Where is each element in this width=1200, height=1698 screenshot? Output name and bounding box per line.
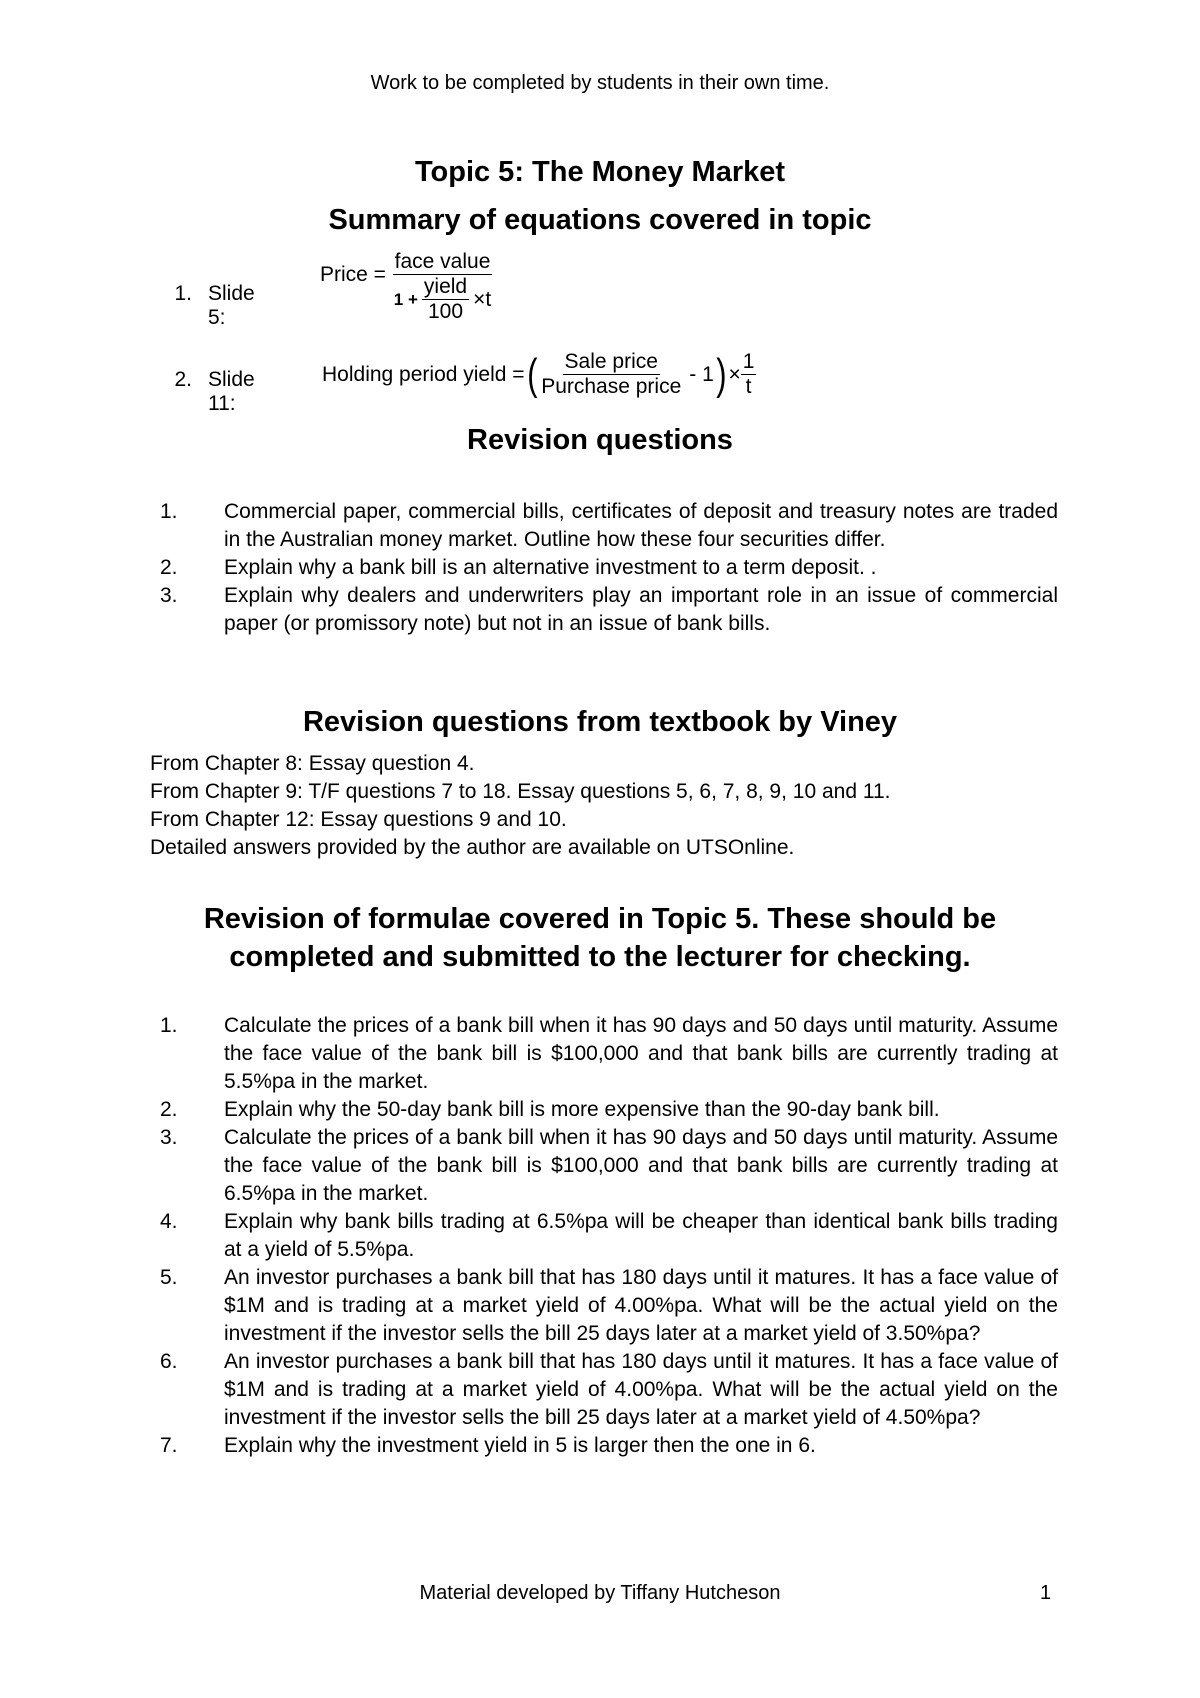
textbook-line: From Chapter 8: Essay question 4. bbox=[150, 752, 475, 775]
list-item bbox=[160, 1264, 1058, 1348]
item-number: 5. bbox=[160, 1266, 178, 1289]
equation-number: 2. bbox=[174, 368, 192, 391]
item-number: 3. bbox=[160, 1126, 178, 1149]
textbook-questions-title: Revision questions from textbook by Viney bbox=[302, 706, 898, 738]
list-item bbox=[160, 1348, 1058, 1432]
textbook-references bbox=[150, 750, 890, 862]
item-number: 6. bbox=[160, 1350, 178, 1373]
fraction-denominator bbox=[392, 275, 493, 324]
right-paren: ) bbox=[715, 349, 727, 399]
textbook-line: Detailed answers provided by the author are available on UTSOnline. bbox=[150, 836, 795, 859]
item-text: An investor purchases a bank bill that has 180 days until it matures. It has a face value of $1M and is trading at a market yield of 4.00%pa. What will be the actual yield on the investment if the investor sells the bill 25 days later at a market yield of 3.50%pa? bbox=[224, 1266, 1058, 1345]
list-item bbox=[160, 554, 1058, 582]
list-item bbox=[160, 1012, 1058, 1096]
item-number: 4. bbox=[160, 1210, 178, 1233]
item-number: 1. bbox=[160, 1014, 178, 1037]
list-item bbox=[160, 1432, 1058, 1460]
footer-credit: Material developed by Tiffany Hutcheson bbox=[419, 1582, 781, 1604]
item-number: 7. bbox=[160, 1434, 178, 1457]
item-text: Commercial paper, commercial bills, certificates of deposit and treasury notes are traded in the Australian money market. Outline how these four securities differ. bbox=[224, 500, 1058, 551]
fraction-numerator: Sale price bbox=[563, 350, 660, 375]
price-fraction bbox=[392, 250, 493, 324]
list-item bbox=[160, 1124, 1058, 1208]
yield-fraction bbox=[422, 275, 469, 324]
denominator-prefix: 1 + bbox=[393, 290, 418, 309]
textbook-line: From Chapter 12: Essay questions 9 and 10. bbox=[150, 808, 567, 831]
item-text: Calculate the prices of a bank bill when it has 90 days and 50 days until maturity. Assume the face value of the bank bill is $100,000 and that bank bills are currently trading at 6.5%pa in the market. bbox=[224, 1126, 1058, 1205]
formulae-revision-title: Revision of formulae covered in Topic 5. These should be completed and submitted to the lecturer for checking. bbox=[203, 903, 997, 973]
textbook-line: From Chapter 9: T/F questions 7 to 18. Essay questions 5, 6, 7, 8, 9, 10 and 11. bbox=[150, 780, 891, 803]
formulae-questions-list bbox=[160, 1012, 1058, 1460]
revision-questions-list bbox=[160, 498, 1058, 638]
list-item bbox=[160, 1096, 1058, 1124]
yield-numerator: yield bbox=[422, 275, 469, 300]
header-note: Work to be completed by students in their own time. bbox=[370, 72, 830, 94]
item-text: Calculate the prices of a bank bill when it has 90 days and 50 days until maturity. Assume the face value of the bank bill is $100,000 and that bank bills are currently trading at 5.5%pa in the market. bbox=[224, 1014, 1058, 1093]
yield-denominator: 100 bbox=[427, 300, 464, 324]
equation-number: 1. bbox=[174, 282, 192, 305]
revision-questions-title: Revision questions bbox=[467, 424, 733, 456]
item-text: Explain why the 50-day bank bill is more expensive than the 90-day bank bill. bbox=[224, 1098, 940, 1121]
fraction-numerator: 1 bbox=[741, 350, 757, 375]
denominator-suffix: ×t bbox=[473, 287, 492, 311]
price-formula bbox=[320, 250, 493, 324]
equation-label: Slide 11: bbox=[208, 368, 255, 415]
fraction-denominator: Purchase price bbox=[541, 375, 682, 399]
times-sign: × bbox=[728, 362, 741, 386]
left-paren: ( bbox=[526, 349, 538, 399]
page-subtitle: Summary of equations covered in topic bbox=[328, 204, 872, 236]
list-item bbox=[160, 582, 1058, 638]
one-over-t-fraction bbox=[741, 350, 757, 399]
holding-period-formula bbox=[322, 350, 756, 399]
formula-lhs: Holding period yield = bbox=[322, 362, 525, 386]
item-text: Explain why the investment yield in 5 is larger then the one in 6. bbox=[224, 1434, 816, 1457]
fraction-denominator: t bbox=[745, 375, 752, 399]
list-item bbox=[160, 498, 1058, 554]
list-item bbox=[160, 1208, 1058, 1264]
item-text: An investor purchases a bank bill that has 180 days until it matures. It has a face value of $1M and is trading at a market yield of 4.00%pa. What will be the actual yield on the investment if the investor sells the bill 25 days later at a market yield of 4.50%pa? bbox=[224, 1350, 1058, 1429]
equation-label: Slide 5: bbox=[208, 282, 255, 329]
item-number: 2. bbox=[160, 556, 178, 579]
item-number: 2. bbox=[160, 1098, 178, 1121]
page-number: 1 bbox=[1040, 1582, 1052, 1604]
item-text: Explain why a bank bill is an alternative investment to a term deposit. . bbox=[224, 556, 877, 579]
fraction-numerator: face value bbox=[393, 250, 493, 275]
minus-one: - 1 bbox=[689, 362, 714, 386]
item-text: Explain why dealers and underwriters play an important role in an issue of commercial paper (or promissory note) but not in an issue of bank bills. bbox=[224, 584, 1058, 635]
formula-lhs: Price = bbox=[320, 263, 386, 287]
item-number: 1. bbox=[160, 500, 178, 523]
item-number: 3. bbox=[160, 584, 178, 607]
sale-purchase-fraction bbox=[539, 350, 683, 399]
item-text: Explain why bank bills trading at 6.5%pa will be cheaper than identical bank bills trading at a yield of 5.5%pa. bbox=[224, 1210, 1058, 1261]
page-title: Topic 5: The Money Market bbox=[414, 156, 786, 188]
